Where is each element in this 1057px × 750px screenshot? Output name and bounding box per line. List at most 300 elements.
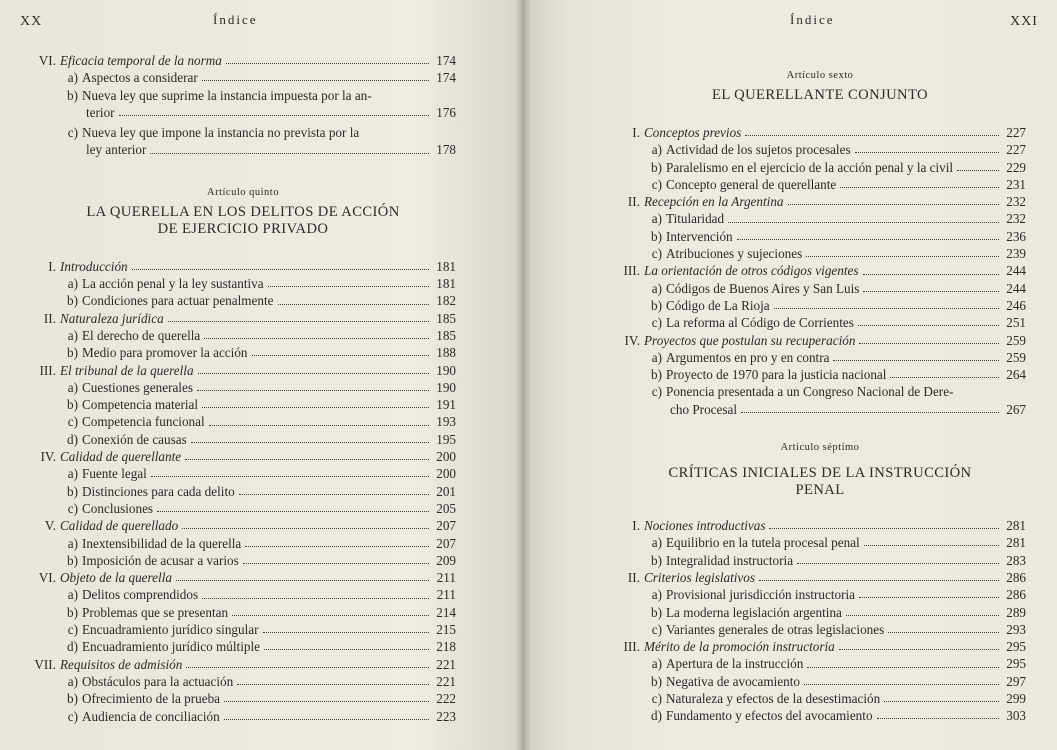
page-number: XXI [1010, 14, 1038, 29]
toc-item [614, 210, 1026, 227]
page-ref: 251 [1006, 315, 1026, 331]
item-title: Audiencia de conciliación [82, 708, 220, 724]
toc-item [30, 275, 456, 292]
leader-dots [252, 355, 429, 356]
item-letter: b) [67, 397, 78, 413]
item-title: Proyecto de 1970 para la justicia nacional [666, 367, 887, 383]
toc-item [614, 552, 1026, 569]
leader-dots [243, 563, 429, 564]
item-title: Problemas que se presentan [82, 604, 229, 620]
item-title: Paralelismo en el ejercicio de la acción penal y la civil [666, 159, 954, 175]
page-ref: 227 [1006, 142, 1026, 158]
leader-dots [806, 256, 999, 257]
page-ref: 236 [1006, 228, 1026, 244]
item-title: Provisional jurisdicción instructoria [666, 587, 855, 603]
toc-section [30, 448, 456, 465]
item-title: Integralidad instructoria [666, 552, 794, 568]
item-letter: c) [67, 708, 78, 724]
leader-dots [741, 412, 999, 413]
article-title: DE EJERCICIO PRIVADO [157, 220, 329, 237]
toc-item [614, 245, 1026, 262]
leader-dots [119, 115, 429, 116]
item-letter: a) [67, 276, 78, 292]
item-letter: c) [651, 315, 662, 331]
section-number: I. [632, 518, 640, 534]
section-number: I. [48, 258, 56, 274]
section-number: III. [623, 263, 640, 279]
item-letter: b) [67, 345, 78, 361]
leader-dots [877, 718, 999, 719]
toc-item [614, 141, 1026, 158]
leader-dots [191, 442, 429, 443]
item-title: Medio para promover la acción [82, 345, 248, 361]
toc-section [614, 569, 1026, 586]
toc-item [614, 690, 1026, 707]
section-title: Criterios legislativos [644, 569, 755, 585]
item-title: Ofrecimiento de la prueba [82, 691, 221, 707]
leader-dots [804, 684, 999, 685]
book-gutter [515, 0, 531, 750]
item-title: Encuadramiento jurídico múltiple [82, 639, 260, 655]
left-page [0, 0, 522, 750]
page-ref: 264 [1006, 367, 1026, 383]
toc-section [614, 638, 1026, 655]
article7-sections [614, 517, 1026, 725]
item-title: Cuestiones generales [82, 379, 193, 395]
page-ref: 174 [436, 53, 456, 68]
toc-section [614, 124, 1026, 141]
item-title: Competencia funcional [82, 414, 205, 430]
item-title: Fundamento y efectos del avocamiento [666, 708, 873, 724]
toc-item [30, 292, 456, 309]
leader-dots [833, 360, 999, 361]
section-number: I. [632, 125, 640, 140]
item-title: Conclusiones [82, 500, 154, 516]
leader-dots [890, 377, 999, 378]
article6-sections [614, 124, 1026, 383]
toc-item [614, 176, 1026, 193]
page-ref: 211 [436, 570, 456, 586]
toc-item [614, 297, 1026, 314]
item-letter: c) [67, 622, 78, 638]
item-title: Atribuciones y sujeciones [666, 246, 803, 262]
item-letter: b) [651, 297, 662, 313]
leader-dots [859, 597, 999, 598]
item-letter: a) [67, 535, 78, 551]
section-title: Eficacia temporal de la norma [60, 53, 222, 68]
page-ref: 182 [436, 293, 456, 309]
page-ref: 201 [436, 483, 456, 499]
item-letter: a) [651, 587, 662, 603]
item-letter: a) [651, 535, 662, 551]
item-title: La reforma al Código de Corrientes [666, 315, 854, 331]
item-letter: c) [651, 691, 662, 707]
item-title-cont: ley anterior [86, 142, 147, 158]
page-ref: 232 [1006, 194, 1026, 210]
leader-dots [232, 615, 429, 616]
section-number: II. [627, 194, 640, 210]
toc-section [30, 569, 456, 586]
item-letter: a) [651, 349, 662, 365]
page-ref: 191 [436, 397, 456, 413]
page-ref: 303 [1006, 708, 1026, 724]
leader-dots [859, 343, 999, 344]
page-ref: 200 [436, 449, 456, 465]
item-letter: b) [651, 159, 662, 175]
page-ref: 267 [1006, 401, 1026, 417]
leader-dots [807, 667, 999, 668]
item-letter: a) [651, 280, 662, 296]
item-letter: b) [67, 691, 78, 707]
page-number: XX [20, 14, 43, 29]
page-ref: 293 [1006, 621, 1026, 637]
item-letter: a) [67, 327, 78, 343]
item-title: Encuadramiento jurídico singular [82, 622, 259, 638]
toc-item-continuation [30, 104, 456, 121]
toc-item [30, 690, 456, 707]
toc-section [30, 656, 456, 673]
page-ref: 295 [1006, 639, 1026, 655]
item-title: La moderna legislación argentina [666, 604, 842, 620]
leader-dots [863, 274, 999, 275]
item-letter: d) [651, 708, 662, 724]
leader-dots [202, 598, 429, 599]
toc-item [614, 280, 1026, 297]
leader-dots [224, 701, 429, 702]
leader-dots [846, 615, 999, 616]
toc-item [614, 673, 1026, 690]
page-ref: 190 [436, 362, 456, 378]
toc-item [30, 604, 456, 621]
toc-item [30, 87, 456, 104]
leader-dots [769, 528, 999, 529]
toc-item [614, 383, 1026, 400]
page-ref: 244 [1006, 263, 1026, 279]
item-title: Naturaleza y efectos de la desestimación [666, 691, 881, 707]
item-letter: b) [67, 483, 78, 499]
toc-item [614, 159, 1026, 176]
toc-content [30, 52, 456, 725]
leader-dots [745, 135, 999, 136]
section-number: VII. [34, 656, 56, 672]
leader-dots [132, 269, 429, 270]
leader-dots [888, 632, 999, 633]
toc-item [614, 604, 1026, 621]
page-ref: 211 [436, 587, 456, 603]
toc-section [614, 193, 1026, 210]
item-title: Actividad de los sujetos procesales [666, 142, 851, 158]
page-ref: 221 [436, 673, 456, 689]
page-ref: 231 [1006, 176, 1026, 192]
toc-section [614, 332, 1026, 349]
page-ref: 227 [1006, 125, 1026, 140]
page-ref: 283 [1006, 552, 1026, 568]
item-letter: c) [651, 384, 662, 400]
leader-dots [185, 459, 429, 460]
item-title: Nueva ley que suprime la instancia impuesta por la an- [82, 87, 372, 103]
section-number: II. [627, 569, 640, 585]
item-letter: a) [651, 211, 662, 227]
leader-dots [209, 425, 429, 426]
page-ref: 215 [436, 622, 456, 638]
leader-dots [245, 546, 429, 547]
leader-dots [202, 407, 429, 408]
toc-item [614, 655, 1026, 672]
item-title: Inextensibilidad de la querella [82, 535, 242, 551]
leader-dots [150, 153, 429, 154]
leader-dots [737, 239, 999, 240]
section-title: Conceptos previos [644, 125, 742, 140]
leader-dots [226, 63, 429, 64]
page-ref: 190 [436, 379, 456, 395]
leader-dots [728, 222, 999, 223]
page-ref: 281 [1006, 518, 1026, 534]
toc-item-continuation [614, 401, 1026, 418]
running-head: Índice [213, 12, 258, 27]
item-title: Ponencia presentada a un Congreso Nacional de Dere- [666, 384, 954, 400]
page-ref: 193 [436, 414, 456, 430]
leader-dots [774, 308, 999, 309]
item-title: Concepto general de querellante [666, 176, 837, 192]
page-ref: 297 [1006, 673, 1026, 689]
section-number: V. [44, 518, 56, 534]
section-title: Nociones introductivas [644, 518, 766, 534]
item-title: Fuente legal [82, 466, 147, 482]
section-title: El tribunal de la querella [60, 362, 194, 378]
toc-item [30, 431, 456, 448]
leader-dots [176, 580, 429, 581]
page-ref: 239 [1006, 246, 1026, 262]
item-letter: a) [651, 142, 662, 158]
item-letter: b) [651, 228, 662, 244]
item-letter: c) [67, 125, 78, 141]
article-title: EL QUERELLANTE CONJUNTO [712, 87, 928, 103]
section-number: VI. [38, 570, 56, 586]
toc-content [614, 70, 1026, 725]
section-number: II. [43, 310, 56, 326]
item-letter: a) [67, 466, 78, 482]
item-title-cont: cho Procesal [670, 401, 738, 417]
section-number: III. [39, 362, 56, 378]
item-title-cont: terior [86, 104, 115, 120]
toc-section [30, 258, 456, 275]
article-label: Artículo quinto [207, 186, 279, 198]
item-letter: d) [67, 639, 78, 655]
leader-dots [237, 684, 429, 685]
toc-item [614, 621, 1026, 638]
item-letter: c) [67, 500, 78, 516]
item-letter: b) [651, 604, 662, 620]
page-ref: 218 [436, 639, 456, 655]
page-ref: 223 [436, 708, 456, 724]
page-ref: 209 [436, 552, 456, 568]
toc-section [614, 262, 1026, 279]
item-title: La acción penal y la ley sustantiva [82, 276, 264, 292]
leader-dots [151, 476, 429, 477]
item-letter: a) [651, 656, 662, 672]
item-title: Equilibrio en la tutela procesal penal [666, 535, 860, 551]
page-ref: 295 [1006, 656, 1026, 672]
page-ref: 214 [436, 604, 456, 620]
section-title: La orientación de otros códigos vigentes [644, 263, 859, 279]
section-title: Naturaleza jurídica [60, 310, 164, 326]
toc-item [30, 638, 456, 655]
leader-dots [788, 204, 999, 205]
toc-item [30, 552, 456, 569]
toc-item [30, 396, 456, 413]
page-ref: 244 [1006, 280, 1026, 296]
item-title: Distinciones para cada delito [82, 483, 235, 499]
toc-item [614, 314, 1026, 331]
item-letter: b) [67, 552, 78, 568]
page-ref: 246 [1006, 297, 1026, 313]
page-ref: 195 [436, 431, 456, 447]
item-title: Conexión de causas [82, 431, 187, 447]
page-ref: 221 [436, 656, 456, 672]
item-letter: a) [67, 70, 78, 86]
item-title: El derecho de querella [82, 327, 201, 343]
item-title: Aspectos a considerar [82, 70, 198, 86]
leader-dots [957, 170, 999, 171]
page-ref: 200 [436, 466, 456, 482]
toc-item [30, 621, 456, 638]
toc-item [614, 707, 1026, 724]
section-title: Calidad de querellante [60, 449, 182, 465]
page-ref: 259 [1006, 332, 1026, 348]
page-ref: 232 [1006, 211, 1026, 227]
item-title: Apertura de la instrucción [666, 656, 804, 672]
item-letter: b) [67, 604, 78, 620]
item-letter: a) [67, 379, 78, 395]
page-ref: 281 [1006, 535, 1026, 551]
article-label: Artículo sexto [786, 70, 854, 81]
leader-dots [204, 338, 429, 339]
item-letter: c) [651, 246, 662, 262]
toc-item [614, 586, 1026, 603]
section-title: Proyectos que postulan su recuperación [644, 332, 856, 348]
item-title: Argumentos en pro y en contra [666, 349, 830, 365]
toc-item [30, 586, 456, 603]
page-ref: 207 [436, 518, 456, 534]
right-page [522, 0, 1057, 750]
leader-dots [186, 667, 429, 668]
toc-item [614, 366, 1026, 383]
item-title: Delitos comprendidos [82, 587, 199, 603]
page-ref: 286 [1006, 587, 1026, 603]
page-ref: 222 [436, 691, 456, 707]
toc-item [30, 465, 456, 482]
leader-dots [198, 373, 429, 374]
page-ref: 174 [436, 70, 456, 86]
item-letter: b) [651, 552, 662, 568]
toc-item [30, 500, 456, 517]
article-title: LA QUERELLA EN LOS DELITOS DE ACCIÓN [86, 203, 400, 220]
page-ref: 185 [436, 310, 456, 326]
leader-dots [858, 325, 999, 326]
section-title: Requisitos de admisión [60, 656, 183, 672]
toc-item [614, 534, 1026, 551]
page-ref: 289 [1006, 604, 1026, 620]
leader-dots [855, 152, 999, 153]
toc-item [614, 228, 1026, 245]
leader-dots [797, 563, 999, 564]
item-title: Código de La Rioja [666, 297, 770, 313]
section-title: Calidad de querellado [60, 518, 179, 534]
item-letter: b) [651, 673, 662, 689]
toc-item [30, 69, 456, 86]
leader-dots [202, 80, 429, 81]
leader-dots [168, 321, 429, 322]
leader-dots [263, 632, 429, 633]
item-title: Imposición de acusar a varios [82, 552, 239, 568]
section-title: Introducción [60, 258, 128, 274]
toc-section [614, 517, 1026, 534]
leader-dots [864, 545, 999, 546]
section-number: III. [623, 639, 640, 655]
item-title: Competencia material [82, 397, 199, 413]
item-title: Obstáculos para la actuación [82, 673, 234, 689]
item-title: Códigos de Buenos Aires y San Luis [666, 280, 860, 296]
page-ref: 259 [1006, 349, 1026, 365]
page-ref: 178 [436, 142, 456, 158]
section-number: IV. [624, 332, 640, 348]
page-ref: 176 [436, 104, 456, 120]
toc-item [30, 673, 456, 690]
item-letter: a) [67, 673, 78, 689]
item-title: Negativa de avocamiento [666, 673, 801, 689]
item-letter: b) [651, 367, 662, 383]
item-letter: c) [651, 621, 662, 637]
toc-section [30, 517, 456, 534]
section-number: VI. [38, 53, 56, 68]
toc-item [30, 413, 456, 430]
section-number: IV. [40, 449, 56, 465]
article-label: Artículo séptimo [780, 442, 860, 454]
section-title: Objeto de la querella [60, 570, 172, 586]
leader-dots [759, 580, 999, 581]
item-title: Intervención [666, 228, 733, 244]
section-title: Mérito de la promoción instructoria [644, 639, 835, 655]
item-title: Titularidad [666, 211, 725, 227]
article-title: PENAL [795, 482, 845, 499]
page-ref: 229 [1006, 159, 1026, 175]
page-ref: 299 [1006, 691, 1026, 707]
item-letter: c) [651, 176, 662, 192]
page-ref: 181 [436, 258, 456, 274]
left-sections [30, 258, 456, 725]
toc-item [30, 708, 456, 725]
toc-section [30, 362, 456, 379]
item-letter: b) [67, 293, 78, 309]
toc-item [30, 124, 456, 141]
page-ref: 286 [1006, 569, 1026, 585]
item-title: Nueva ley que impone la instancia no prevista por la [82, 125, 360, 141]
page-ref: 181 [436, 276, 456, 292]
running-head: Índice [790, 12, 835, 27]
toc-section [30, 52, 456, 69]
toc-item [614, 349, 1026, 366]
toc-item-continuation [30, 141, 456, 158]
toc-item [30, 379, 456, 396]
leader-dots [182, 528, 429, 529]
item-letter: a) [67, 587, 78, 603]
leader-dots [224, 719, 429, 720]
page-ref: 207 [436, 535, 456, 551]
leader-dots [840, 187, 999, 188]
leader-dots [264, 649, 429, 650]
section-title: Recepción en la Argentina [644, 194, 784, 210]
toc-section [30, 310, 456, 327]
